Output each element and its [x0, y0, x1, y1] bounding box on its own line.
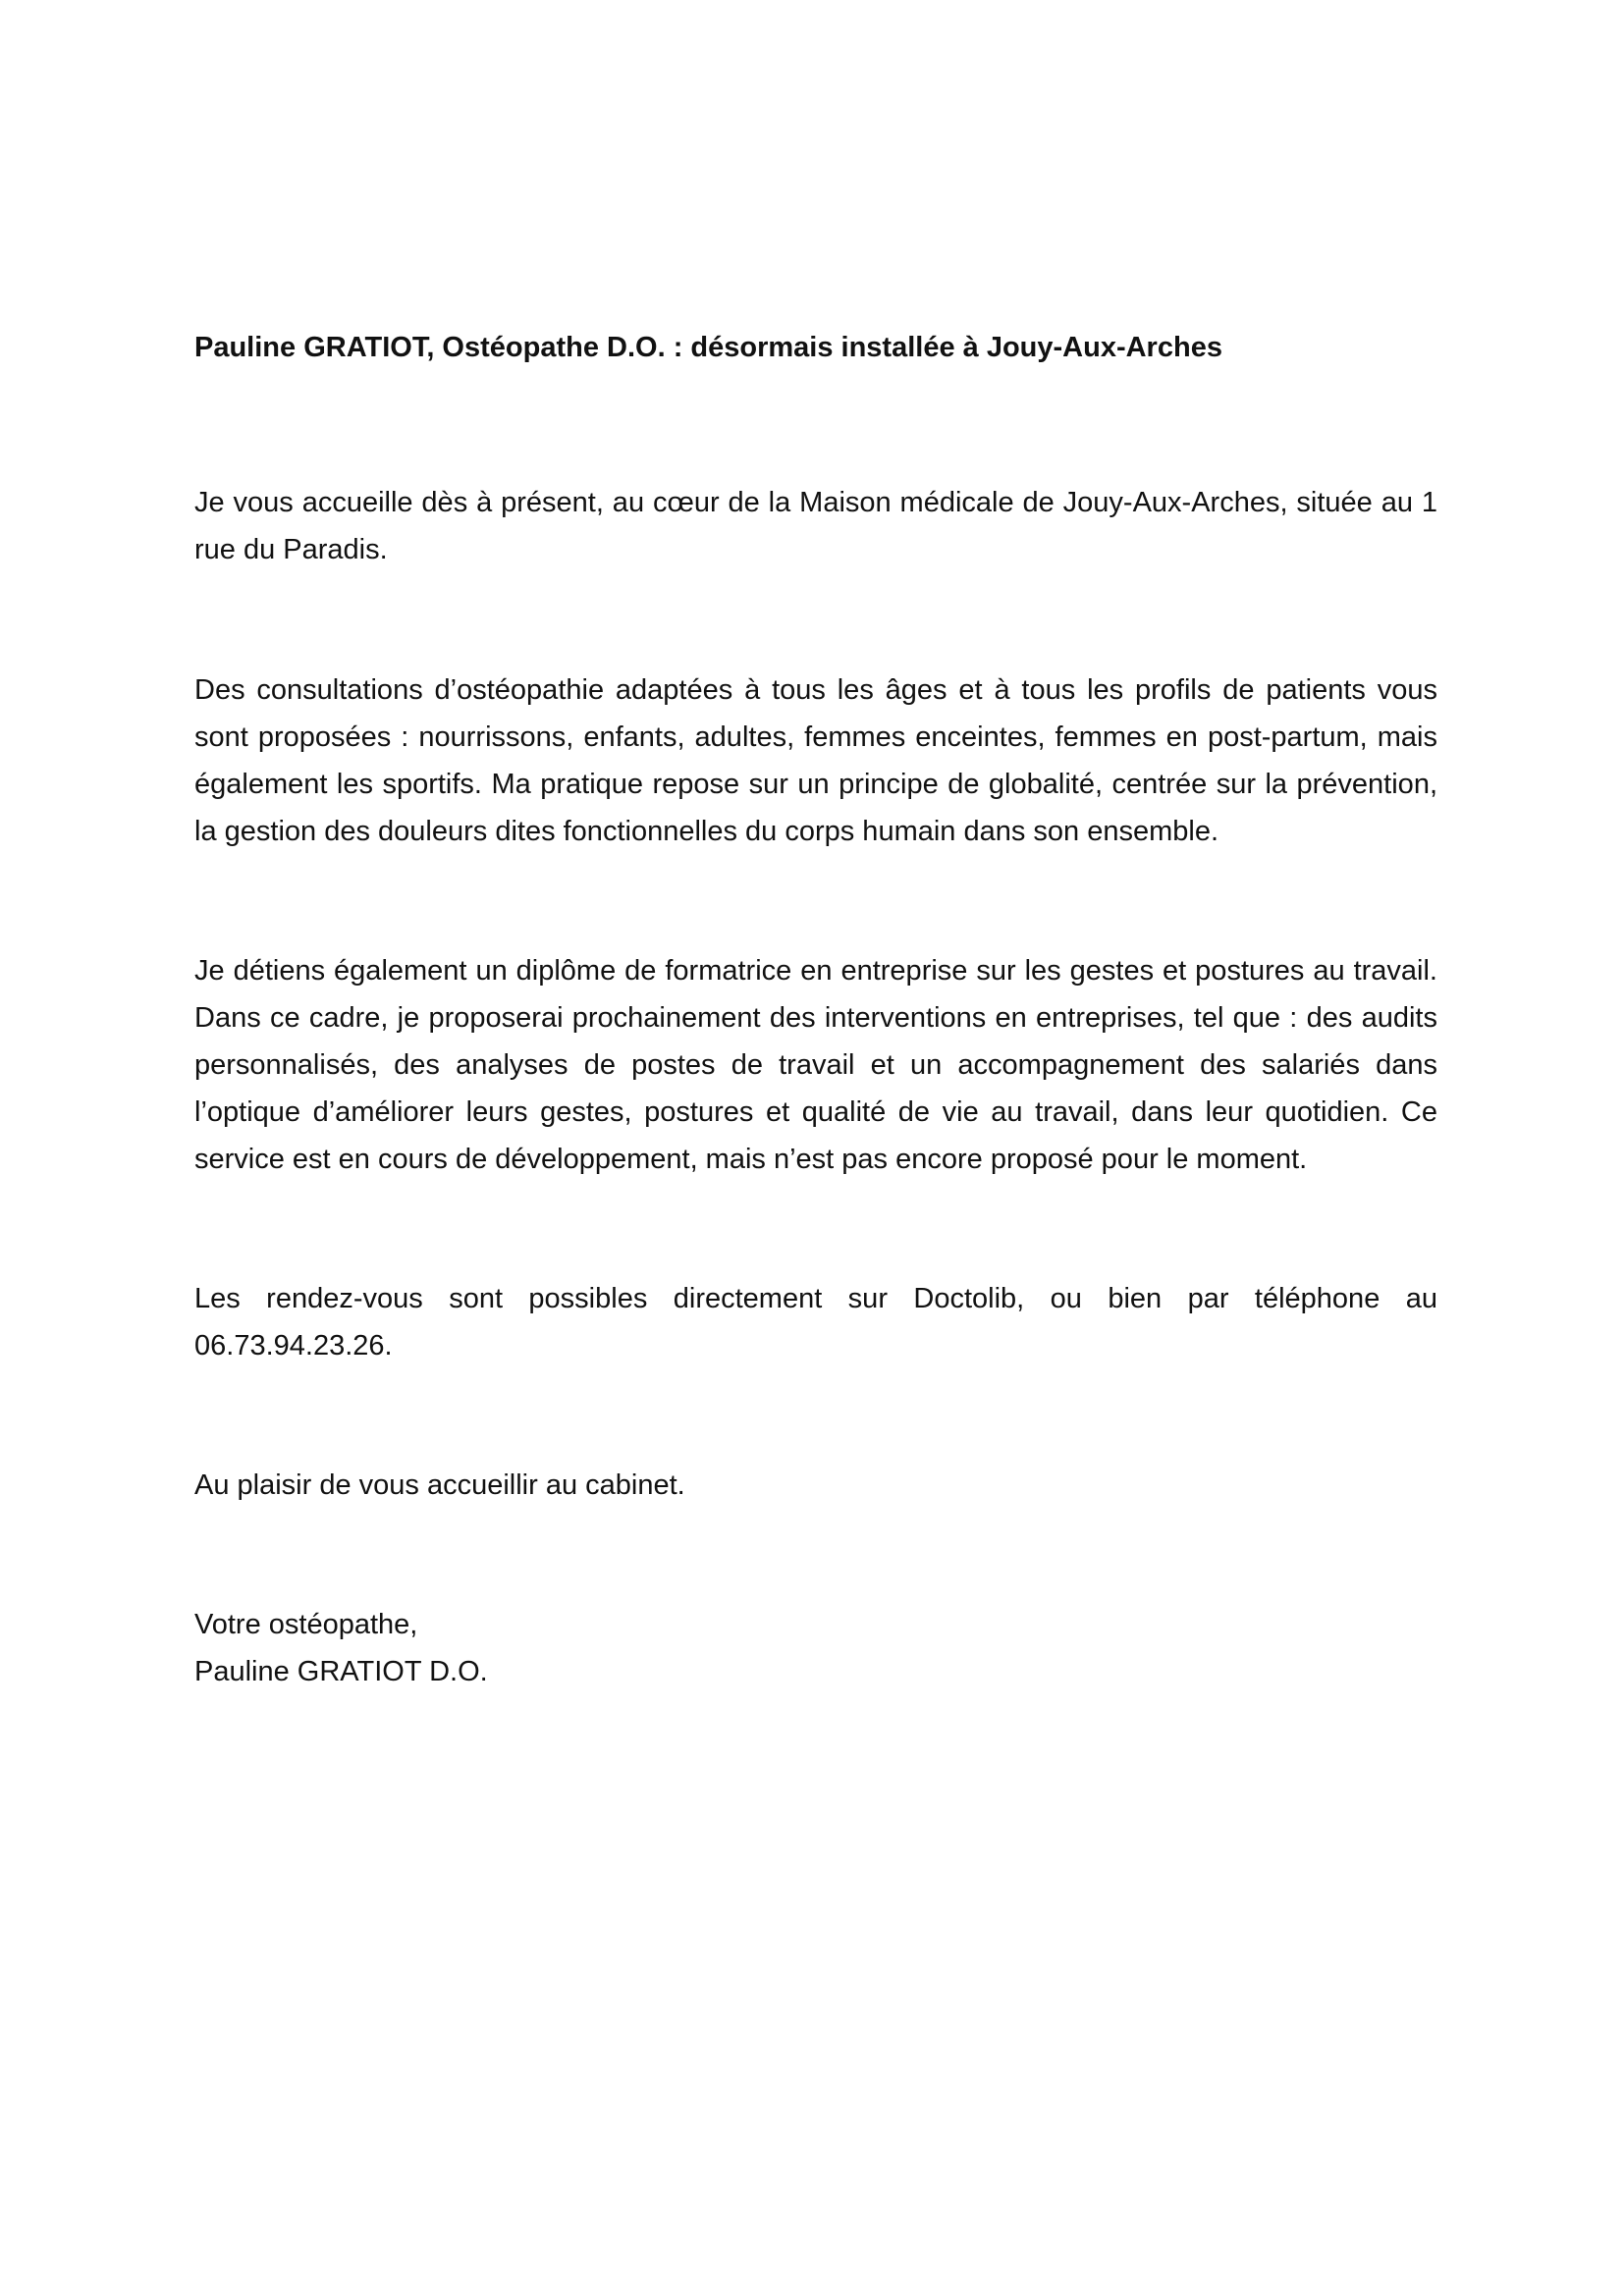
document-title: Pauline GRATIOT, Ostéopathe D.O. : désormais installée à Jouy-Aux-Arches: [194, 332, 1222, 363]
paragraph-appointments: Les rendez-vous sont possibles directement sur Doctolib, ou bien par téléphone au 06.73.94.23.26.: [194, 1283, 1437, 1362]
paragraph-closing: Au plaisir de vous accueillir au cabinet.: [194, 1469, 685, 1501]
paragraph-intro: Je vous accueille dès à présent, au cœur de la Maison médicale de Jouy-Aux-Arches, située au 1 rue du Paradis.: [194, 487, 1437, 565]
signature-name: Pauline GRATIOT D.O.: [194, 1656, 488, 1687]
paragraph-services: Des consultations d’ostéopathie adaptées à tous les âges et à tous les profils de patients vous sont proposées : nourrissons, enfants, adultes, femmes enceintes, femmes en post-partum, mais également les sportifs. Ma pratique repose sur un principe de globalité, centrée sur la prévention, la gestion des douleurs dites fonctionnelles du corps humain dans son ensemble.: [194, 674, 1437, 847]
signature-greeting: Votre ostéopathe,: [194, 1609, 418, 1640]
paragraph-training: Je détiens également un diplôme de formatrice en entreprise sur les gestes et postures au travail. Dans ce cadre, je proposerai prochainement des interventions en entreprises, tel que : des audits personnalisés, des analyses de postes de travail et un accompagnement des salariés dans l’optique d’améliorer leurs gestes, postures et qualité de vie au travail, dans leur quotidien. Ce service est en cours de développement, mais n’est pas encore proposé pour le moment.: [194, 955, 1437, 1175]
signature-block: [194, 1601, 1437, 1695]
document-body: [194, 324, 1437, 1695]
